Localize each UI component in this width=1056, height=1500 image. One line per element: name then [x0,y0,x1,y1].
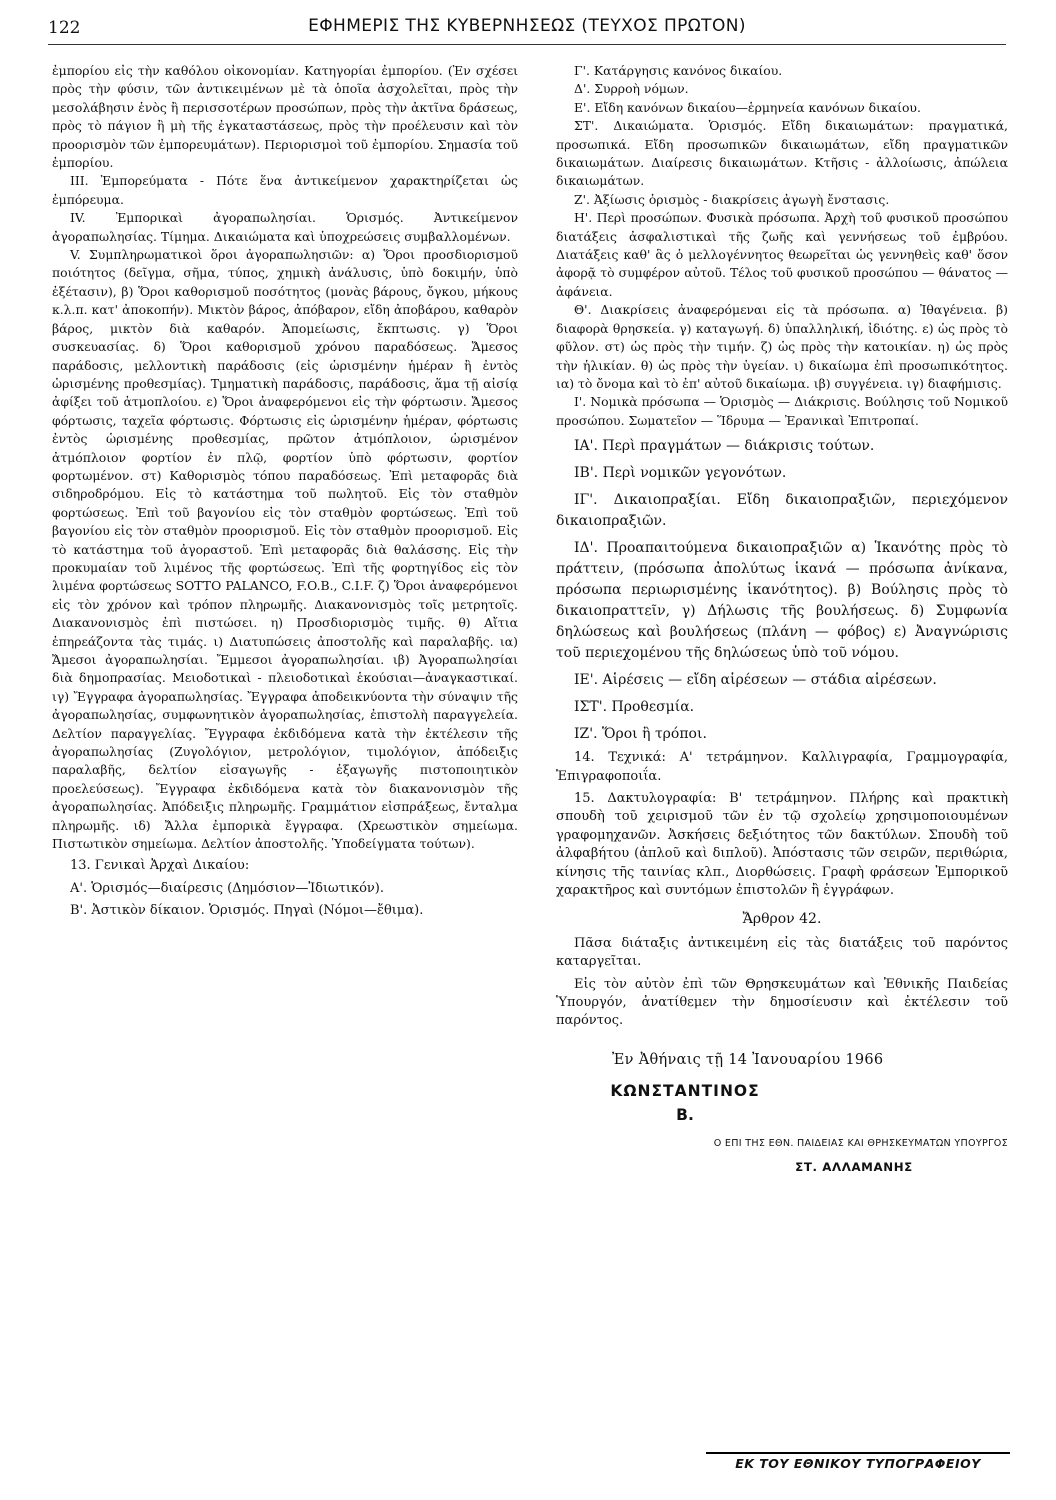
king-signature: ΚΩΝΣΤΑΝΤΙΝΟΣ [610,1082,760,1100]
paragraph: Γ'. Κατάργησις κανόνος δικαίου. [574,63,783,78]
paragraph: ΙΖ'. Ὅροι ἢ τρόποι. [574,726,707,743]
paragraph: Η'. Περὶ προσώπων. Φυσικὰ πρόσωπα. Ἀρχὴ τοῦ φυσικοῦ προσώπου διατάξεις ἀσφαλιστικαὶ τῆς ζωῆς καὶ γεννήσεως τοῦ ἐμβρύου. Διατάξεις καθ' ἃς ὁ μελλογέννητος θεωρεῖται ὡς γεννηθεὶς καθ' ὅσον ἀφορᾷ τὸ συμφέρον αὐτοῦ. Τέλος τοῦ φυσικοῦ προσώπου — θάνατος — ἀφάνεια. [556,210,1008,299]
paragraph: Εἰς τὸν αὐτὸν ἐπὶ τῶν Θρησκευμάτων καὶ Ἐθνικῆς Παιδείας Ὑπουργόν, ἀνατίθεμεν τὴν δημοσίευσιν καὶ ἐκτέλεσιν τοῦ παρόντος. [556,976,1008,1029]
page-number: 122 [48,18,81,38]
minister-title: Ο ΕΠΙ ΤΗΣ ΕΘΝ. ΠΑΙΔΕΙΑΣ ΚΑΙ ΘΡΗΣΚΕΥΜΑΤΩΝ ΥΠΟΥΡΓΟΣ [713,1138,1008,1149]
running-title: ΕΦΗΜΕΡΙΣ ΤΗΣ ΚΥΒΕΡΝΗΣΕΩΣ (ΤΕΥΧΟΣ ΠΡΩΤΟΝ) [308,16,746,36]
paragraph: Α'. Ὁρισμός—διαίρεσις (Δημόσιον—Ἰδιωτικόν). [70,880,384,896]
left-column [52,62,518,921]
paragraph: ΙΙΙ. Ἐμπορεύματα - Πότε ἕνα ἀντικείμενον χαρακτηρίζεται ὡς ἐμπόρευμα. [52,173,518,207]
paragraph: Β'. Ἀστικὸν δίκαιον. Ὁρισμός. Πηγαὶ (Νόμοι—ἔθιμα). [70,903,424,919]
paragraph: ΣΤ'. Δικαιώματα. Ὁρισμός. Εἴδη δικαιωμάτων: πραγματικά, προσωπικά. Εἴδη προσωπικῶν δικαιωμάτων, εἴδη πραγματικῶν δικαιωμάτων. Διαίρεσις δικαιωμάτων. Κτῆσις - ἀλλοίωσις, ἀπώλεια δικαιωμάτων. [556,118,1008,189]
paragraph: ΙΣΤ'. Προθεσμία. [574,699,695,716]
paragraph: ΙΒ'. Περὶ νομικῶν γεγονότων. [574,465,787,482]
paragraph: Ι'. Νομικὰ πρόσωπα — Ὁρισμὸς — Διάκρισις. Βούλησις τοῦ Νομικοῦ προσώπου. Σωματεῖον — Ἵδρυμα — Ἐρανικαὶ Ἐπιτροπαί. [556,394,1008,428]
paragraph: ΙΑ'. Περὶ πραγμάτων — διάκρισις τούτων. [574,438,875,455]
paragraph: 15. Δακτυλογραφία: Β' τετράμηνον. Πλήρης καὶ πρακτικὴ σπουδὴ τοῦ χειρισμοῦ τῶν ἐν τῷ σχολείῳ χρησιμοποιουμένων γραφομηχανῶν. Ἀσκήσεις δεξιότητος τῶν δακτύλων. Σπουδὴ τοῦ ἀλφαβήτου (ἁπλοῦ καὶ διπλοῦ). Ἀπόστασις τῶν σειρῶν, περιθώρια, κίνησις τῆς ταινίας κλπ., Διορθώσεις. Γραφὴ φράσεων Ἐμπορικοῦ χαρακτῆρος καὶ συντόμων ἐπιστολῶν ἢ ἐγγράφων. [556,790,1008,898]
printer-imprint: ΕΚ ΤΟΥ ΕΘΝΙΚΟΥ ΤΥΠΟΓΡΑΦΕΙΟΥ [735,1456,981,1471]
printer-rule [706,1452,1010,1454]
paragraph: Ε'. Εἴδη κανόνων δικαίου—ἑρμηνεία κανόνων δικαίου. [574,99,921,115]
paragraph: ἐμπορίου εἰς τὴν καθόλου οἰκονομίαν. Κατηγορίαι ἐμπορίου. (Ἐν σχέσει πρὸς τὴν φύσιν, τῶν ἀντικειμένων μὲ τὰ ὁποῖα ἀσχολεῖται, πρὸς τὴν μεσολάβησιν ἑνὸς ἢ περισσοτέρων προσώπων, πρὸς τὴν ἀκτῖνα δράσεως, πρὸς τὸ πάγιον ἢ μὴ τῆς ἐγκαταστάσεως, πρὸς τὴν προέλευσιν καὶ τὸν προορισμὸν τῶν ἐμπορευμάτων). Περιορισμοὶ τοῦ ἐμπορίου. Σημασία τοῦ ἐμπορίου. [52,63,518,171]
date-line: Ἐν Ἀθήναις τῇ 14 Ἰανουαρίου 1966 [612,1052,884,1068]
paragraph: ΙΓ'. Δικαιοπραξίαι. Εἴδη δικαιοπραξιῶν, περιεχόμενον δικαιοπραξιῶν. [556,492,1008,530]
paragraph: ΙΕ'. Αἱρέσεις — εἴδη αἱρέσεων — στάδια αἱρέσεων. [574,672,937,689]
paragraph: ΙV. Ἐμπορικαὶ ἀγοραπωλησίαι. Ὁρισμός. Ἀντικείμενον ἀγοραπωλησίας. Τίμημα. Δικαιώματα καὶ ὑποχρεώσεις συμβαλλομένων. [52,210,518,244]
paragraph: Θ'. Διακρίσεις ἀναφερόμεναι εἰς τὰ πρόσωπα. α) Ἰθαγένεια. β) διαφορὰ θρησκεία. γ) καταγωγή. δ) ὑπαλληλική, ἰδιότης. ε) ὡς πρὸς τὸ φῦλον. στ) ὡς πρὸς τὴν τιμήν. ζ) ὡς πρὸς τὴν κατοικίαν. η) ὡς πρὸς τὴν ἡλικίαν. θ) ὡς πρὸς τὴν ὑγείαν. ι) δικαίωμα ἐπὶ προσωπικότητος. ια) τὸ ὄνομα καὶ τὸ ἐπ' αὐτοῦ δικαίωμα. ιβ) συγγένεια. ιγ) διαφήμισις. [556,302,1008,391]
king-initial: Β. [676,1106,694,1124]
article-heading: Ἄρθρον 42. [742,911,822,928]
right-column [556,62,1008,1031]
page-header [48,10,1006,44]
paragraph: V. Συμπληρωματικοὶ ὅροι ἀγοραπωλησιῶν: α) Ὅροι προσδιορισμοῦ ποιότητος (δεῖγμα, σῆμα, τύπος, χημικὴ ἀνάλυσις, ὑπὸ δοκιμήν, ὑπὸ ἐξέτασιν), β) Ὅροι καθορισμοῦ ποσότητος (μονὰς βάρους, ὄγκου, μήκους κ.λ.π. κατ' ἀποκοπήν). Μικτὸν βάρος, ἀπόβαρον, εἴδη ἀποβάρου, καθαρὸν βάρος, μικτὸν διὰ καθαρόν. Ἀπομείωσις, ἔκπτωσις. γ) Ὅροι συσκευασίας. δ) Ὅροι καθορισμοῦ χρόνου παραδόσεως. Ἄμεσος παράδοσις, μελλοντικὴ παράδοσις (εἰς ὡρισμένην ἡμέραν ἢ ἐντὸς ὡρισμένης προθεσμίας). Τμηματικὴ παράδοσις, παράδοσις, ἅμα τῇ αἰσίᾳ ἀφίξει τοῦ ἀτμοπλοίου. ε) Ὅροι ἀναφερόμενοι εἰς τὴν φόρτωσιν. Ἄμεσος φόρτωσις, ταχεῖα φόρτωσις. Φόρτωσις εἰς ὡρισμένην ἡμέραν, φόρτωσις ἐντὸς ὡρισμένης προθεσμίας, πρῶτον ἀτμόπλοιον, ὡρισμένον ἀτμόπλοιον φορτίον ἐν πλῷ, φορτίον ὑπὸ φόρτωσιν, φορτίον φορτωμένον. στ) Καθορισμὸς τόπου παραδόσεως. Ἐπὶ μεταφορᾶς διὰ σιδηροδρόμου. Εἰς τὸ κατάστημα τοῦ πωλητοῦ. Εἰς τὸν σταθμὸν φορτώσεως. Ἐπὶ τοῦ βαγονίου εἰς τὸν σταθμὸν φορτώσεως. Ἐπὶ τοῦ βαγονίου εἰς τὸν σταθμὸν προορισμοῦ. Εἰς τὸν σταθμὸν προορισμοῦ. Εἰς τὸ κατάστημα τοῦ ἀγοραστοῦ. Ἐπὶ μεταφορᾶς διὰ θαλάσσης. Εἰς τὴν προκυμαίαν τοῦ λιμένος τῆς φορτώσεως. Ἐπὶ τῆς φορτηγίδος εἰς τὸν λιμένα φορτώσεως SOTTO PALANCO, F.O.B., C.I.F. ζ) Ὅροι ἀναφερόμενοι εἰς τὸν χρόνον καὶ τρόπον πληρωμῆς. Διακανονισμὸς τοῖς μετρητοῖς. Διακανονισμὸς ἐπὶ πιστώσει. η) Προσδιορισμὸς τιμῆς. θ) Αἴτια ἐπηρεάζοντα τὰς τιμάς. ι) Διατυπώσεις ἀποστολῆς καὶ παραλαβῆς. ια) Ἄμεσοι ἀγοραπωλησίαι. Ἔμμεσοι ἀγοραπωλησίαι. ιβ) Ἀγοραπωλησίαι διὰ δημοπρασίας. Μειοδοτικαὶ - πλειοδοτικαὶ ἑκούσιαι—ἀναγκαστικαί. ιγ) Ἔγγραφα ἀγοραπωλησίας. Ἔγγραφα ἀποδεικνύοντα τὴν σύναψιν τῆς ἀγοραπωλησίας, συμφωνητικὸν ἀγοραπωλησίας, ἐπιστολὴ παραγγελεία. Δελτίον παραγγελίας. Ἔγγραφα ἐκδιδόμενα κατὰ τὴν ἐκτέλεσιν τῆς ἀγοραπωλησίας (Ζυγολόγιον, μετρολόγιον, τιμολόγιον, ἀπόδειξις παραλαβῆς, δελτίον εἰσαγωγῆς - ἐξαγωγῆς πιστοποιητικὸν προελεύσεως). Ἔγγραφα ἐκδιδόμενα κατὰ τὸν διακανονισμὸν τῆς ἀγοραπωλησίας. Ἀπόδειξις πληρωμῆς. Γραμμάτιον εἰσπράξεως, ἔνταλμα πληρωμῆς. ιδ) Ἄλλα ἐμπορικὰ ἔγγραφα. (Χρεωστικὸν σημείωμα. Πιστωτικὸν σημείωμα. Δελτίον ἀποστολῆς. Ὑποδείγματα τούτων). [52,247,518,852]
paragraph: Δ'. Συρροὴ νόμων. [574,81,689,97]
paragraph: ΙΔ'. Προαπαιτούμενα δικαιοπραξιῶν α) Ἱκανότης πρὸς τὸ πράττειν, (πρόσωπα ἀπολύτως ἱκανά — πρόσωπα ἀνίκανα, πρόσωπα περιωρισμένης ἱκανότητος). β) Βούλησις πρὸς τὸ δικαιοπραττεῖν, γ) Δήλωσις τῆς βουλήσεως. δ) Συμφωνία δηλώσεως καὶ βουλήσεως (πλάνη — φόβος) ε) Ἀναγνώρισις τοῦ περιεχομένου τῆς δηλώσεως ὑπὸ τοῦ νόμου. [556,540,1008,662]
paragraph: Πᾶσα διάταξις ἀντικειμένη εἰς τὰς διατάξεις τοῦ παρόντος καταργεῖται. [556,935,1008,970]
minister-signature: ΣΤ. ΑΛΛΑΜΑΝΗΣ [795,1160,913,1174]
paragraph: Ζ'. Ἀξίωσις ὁρισμὸς - διακρίσεις ἀγωγὴ ἔνστασις. [574,191,890,207]
paragraph: 14. Τεχνικά: Α' τετράμηνον. Καλλιγραφία, Γραμμογραφία, Ἐπιγραφοποιΐα. [556,750,1008,784]
section-heading: 13. Γενικαὶ Ἀρχαὶ Δικαίου: [70,858,250,874]
header-rule [48,44,1006,45]
